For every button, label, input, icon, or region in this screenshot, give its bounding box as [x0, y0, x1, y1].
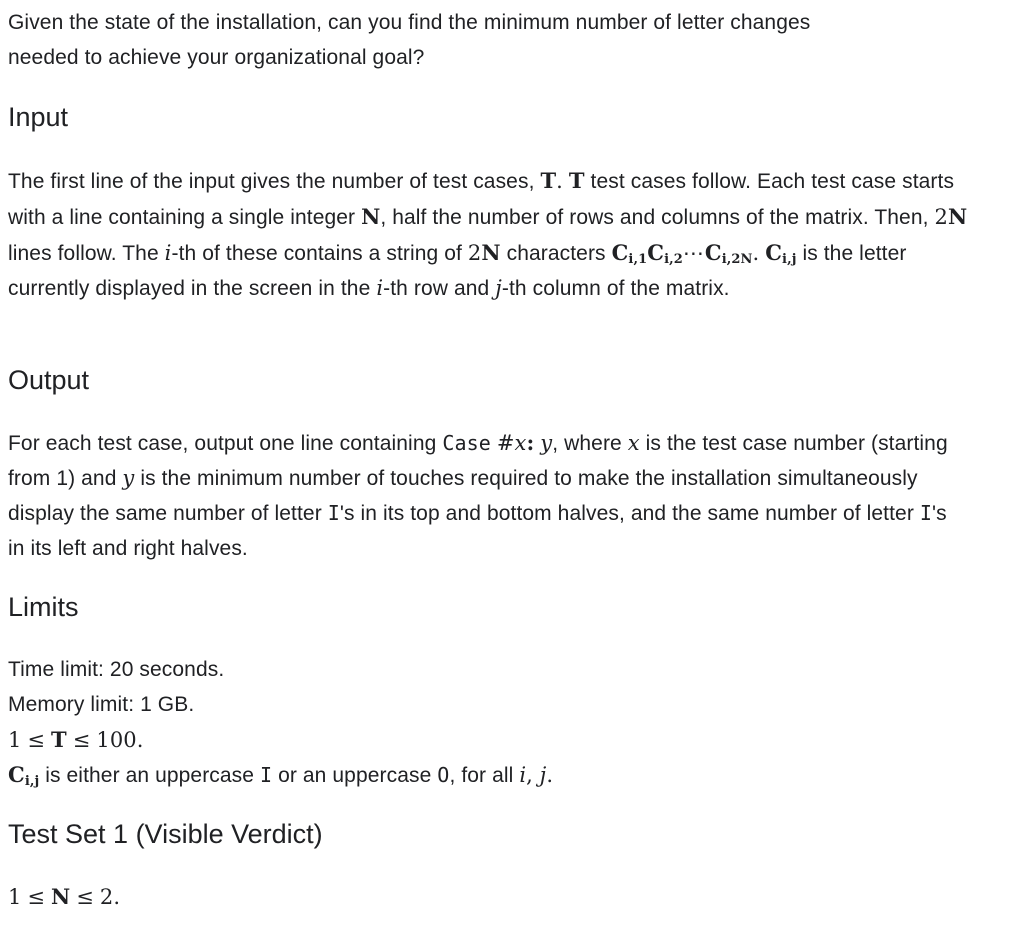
testset1-constraint: 1 ≤ N ≤ 2.: [8, 884, 121, 909]
num-2: 2: [934, 205, 948, 229]
var-N: N: [361, 204, 381, 229]
input-text-3: , half the number of rows and columns of the matrix. Then,: [380, 206, 935, 229]
var-y: y: [122, 466, 135, 490]
input-heading: Input: [8, 102, 69, 132]
output-text-1: For each test case, output one line containing: [8, 432, 443, 455]
output-text-5: 's in its top and bottom halves, and the same number of letter: [339, 502, 920, 525]
case-code: Case: [442, 431, 491, 455]
output-text-4: is the minimum number of touches required to make the installation simultaneously display the same number of letter: [8, 467, 918, 525]
C-i1: $C_{i,1}$: [611, 240, 648, 267]
num-2: 2: [467, 241, 482, 265]
var-j: j: [495, 276, 502, 300]
input-text-6: characters: [500, 242, 612, 265]
var-T: T: [540, 168, 557, 193]
limits-C-constraint: $C_{i,j}$ is either an uppercase I or an uppercase O, for all i, j.: [8, 762, 554, 789]
limits-T-constraint: 1 ≤ T ≤ 100.: [8, 727, 144, 752]
I-code: I: [327, 501, 340, 525]
input-text-2: test cases follow. Each test case starts with a line containing a single integer: [8, 170, 955, 229]
intro-line-2: needed to achieve your organizational goal?: [8, 46, 425, 69]
var-N: N: [481, 240, 501, 265]
testset1-heading: Test Set 1 (Visible Verdict): [8, 819, 323, 849]
input-text-5: -th of these contains a string of: [171, 242, 468, 265]
input-text-8: -th row and: [383, 277, 496, 300]
colon: :: [526, 430, 535, 455]
output-text-2: , where: [552, 432, 628, 455]
input-paragraph: The first line of the input gives the number of test cases, T. T test cases follow. Each test case starts with a line containing a single integer N, half the number of rows and columns of the matrix. Then, 2N lines follow. The i-th of these contains a string of 2N characters $C_{i,1}C_{i,2}\cdots C_{i,2N}$. $C_{i,j}$ is the letter currently displayed in the screen in the i-th row and j-th column of the matrix.: [8, 168, 968, 300]
input-text-9: -th column of the matrix.: [501, 277, 730, 300]
limits-memory: Memory limit: 1 GB.: [8, 693, 195, 716]
limits-heading: Limits: [8, 592, 79, 622]
input-text-4: lines follow. The: [8, 242, 165, 265]
var-i: i: [376, 276, 384, 300]
C-i2: $C_{i,2}$: [647, 240, 683, 267]
hash: #: [496, 431, 515, 455]
limits-time: Time limit: 20 seconds.: [8, 658, 225, 681]
C-i2N: $C_{i,2N}$: [704, 240, 753, 267]
var-T: T: [568, 168, 585, 193]
input-dot: .: [556, 169, 563, 193]
var-y: y: [540, 431, 553, 455]
output-text-3: is the test case number (starting from 1) and: [8, 432, 948, 490]
output-text-6: 's in its left and right halves.: [8, 502, 947, 560]
C-ij: $C_{i,j}$: [765, 240, 797, 267]
intro-line-1: Given the state of the installation, can you find the minimum number of letter changes: [8, 11, 811, 34]
cdots: ⋯: [682, 241, 705, 265]
input-text-1: The first line of the input gives the number of test cases,: [8, 170, 541, 193]
var-N: N: [947, 204, 968, 229]
output-heading: Output: [8, 365, 90, 395]
output-paragraph: [8, 425, 968, 566]
I-code: I: [919, 501, 933, 525]
var-i: i: [164, 241, 172, 265]
input-text-7: is the letter currently displayed in the screen in the: [8, 242, 907, 300]
var-x: x: [627, 431, 640, 455]
var-x: x: [514, 431, 527, 455]
intro-paragraph: [8, 5, 1008, 75]
